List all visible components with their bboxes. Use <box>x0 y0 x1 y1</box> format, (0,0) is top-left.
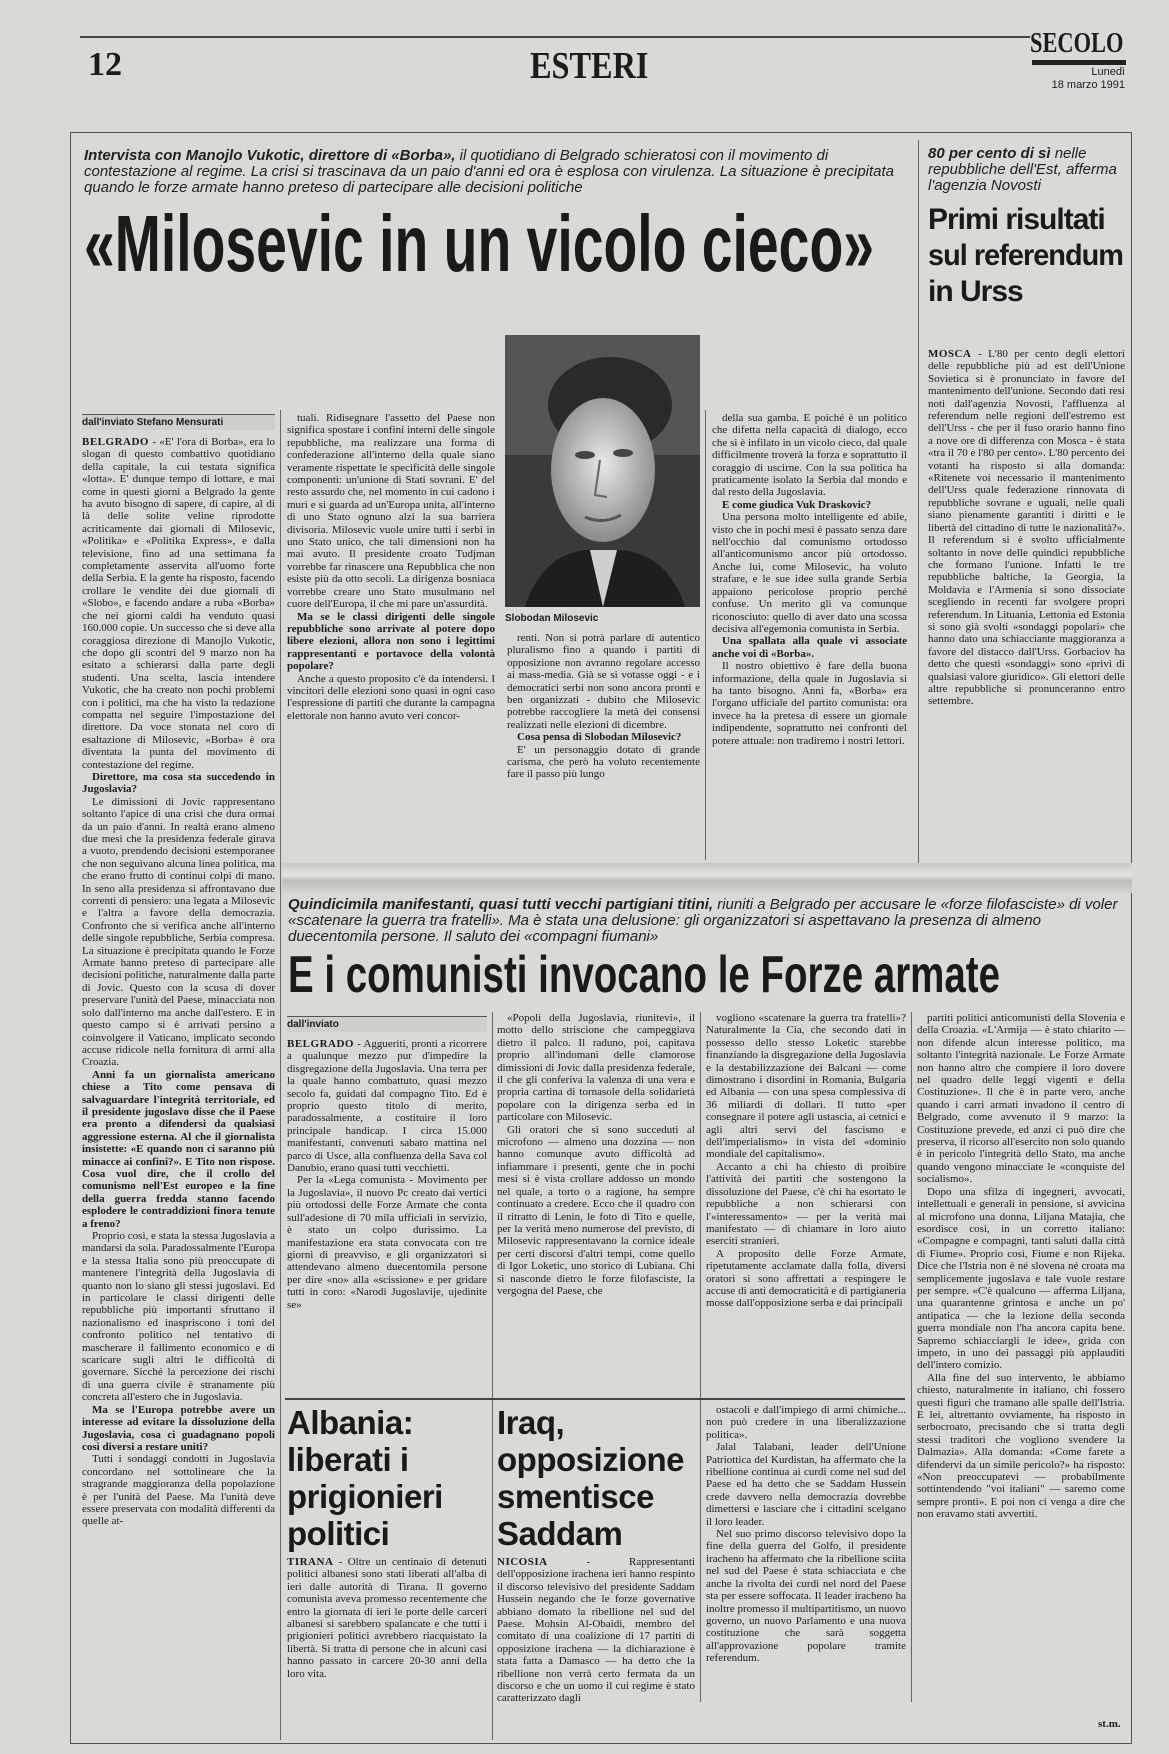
article1-headline: «Milosevic in un vicolo cieco» <box>84 199 874 288</box>
sidebar-deck <box>928 146 1125 194</box>
deck-text: riuniti a Belgrado per accusare le «forze filofasciste» di voler «scatenare la guerra tra fratelli». Ma è stata una delusione: gli organizzatori si aspettavano la presenza di almeno duecentomila persone. Il saluto dei «compagni fiumani» <box>288 896 1118 945</box>
issue-date <box>1052 66 1125 92</box>
headline-line <box>497 1404 702 1441</box>
paragraph-text: Cosa pensa di Slobodan Milosevic? <box>517 731 682 744</box>
column-divider <box>280 410 281 1740</box>
article2-header <box>288 897 1126 1003</box>
milosevic-photo <box>505 335 700 607</box>
question-paragraph <box>287 611 495 673</box>
paragraph <box>287 1174 487 1310</box>
paragraph <box>497 1124 695 1298</box>
article1-column-3 <box>507 632 700 858</box>
paragraph <box>706 1012 906 1161</box>
albania-body <box>287 1556 487 1716</box>
box-rule <box>285 1398 905 1400</box>
paragraph-text: renti. Non si potrà parlare di autentico pluralismo fino a quando i partiti di opposizione non avranno regolare accesso ai mass-media. Già se si votasse oggi - e i democratici serbi non sono ancora pronti e ben organizzati - dubito che Milosevic potrebbe raccogliere la metà dei consensi realizzati nelle elezioni di dicembre. <box>507 632 700 731</box>
sidebar-dateline: MOSCA <box>928 348 972 360</box>
iraq-text: - Rappresentanti dell'opposizione irachena ieri hanno respinto il discorso televisivo del presidente Saddam Hussein negando che le forze governative abbiano domato la ribellione nel sud del Paese. Mohsin Al-Obaidi, membro del comitato di una coalizione di 17 partiti di opposizione irachena — la dichiarazione è stata fatta a Damasco — ha detto che la ribellione non verrà certo fermata da un discorso e che un uomo il cui regime è stato caratterizzato dagli <box>497 1556 695 1705</box>
iraq-dateline: NICOSIA <box>497 1556 548 1568</box>
question-paragraph <box>82 1069 275 1230</box>
column-divider <box>705 410 706 860</box>
paragraph <box>706 1528 906 1664</box>
paragraph <box>497 1012 695 1124</box>
deck-lead: Intervista con Manojlo Vukotic, direttore di «Borba», <box>84 147 456 164</box>
paragraph <box>712 660 907 747</box>
headline-text: Saddam <box>497 1515 623 1552</box>
paragraph-text: E come giudica Vuk Draskovic? <box>722 498 872 511</box>
paragraph-text: - «E' l'ora di Borba», era lo slogan di questo combattivo quotidiano della capitale, la cui testata significa «lotta». E' dunque tempo di lottare, e mai come in questi giorni a Belgrado la gente ha avuto bisogno di sapere, di capire, al di là delle solite veline riprodotte acriticamente dai giornali di Milosevic, «Politika» e «Politika Express», e dalla televisione, fino ad una settimana fa completamente asservita all'uomo forte della Serbia. E la gente ha risposto, facendo crollare le vendite dei due giornali di «Slobo», e facendo andare a ruba «Borba» che nei giorni caldi ha venduto quasi 160.000 copie. Un successo che si deve alla coraggiosa direzione di Manojlo Vukotic, che dopo gli scontri del 9 marzo non ha esitato a schierarsi dalla parte degli studenti. Una scelta, lascia intendere Vukotic, che ha creato non pochi problemi con i politici, ma che ha visto la redazione compatta nel seguire l'impostazione del direttore. Da voce stonata nel coro di esaltazione di Milosevic, «Borba» è ora diventata la punta del movimento di contestazione del regime. <box>82 436 275 771</box>
article1-header <box>84 148 916 286</box>
paragraph-text: Anche a questo proposito c'è da intendersi. I vincitori delle elezioni sono quasi in ogni caso l'espressione di partiti che durante la campagna elettorale non hanno avuto veri concor- <box>287 672 495 722</box>
question-paragraph <box>712 635 907 660</box>
article2-column-4 <box>917 1012 1125 1712</box>
paragraph-text: Anni fa un giornalista americano chiese a Tito come pensava di salvaguardare l'integrità territoriale, ed il presidente jugoslavo disse che il Paese era pronto a difendersi da qualsiasi aggressione esterna. Al che il giornalista insistette: «E quando non ci saranno più minacce ai confini?». E Tito non rispose. Cosa vuol dire, che il crollo del comunismo nell'Est europeo e la fine della guerra fredda stanno facendo esplodere le contraddizioni finora tenute a freno? <box>82 1068 275 1230</box>
headline-line <box>928 202 1125 238</box>
paragraph <box>82 1453 275 1527</box>
article1-column-4 <box>712 412 907 858</box>
headline-line <box>497 1478 702 1515</box>
photo-caption: Slobodan Milosevic <box>505 613 599 624</box>
headline-line <box>497 1441 702 1478</box>
albania-text: - Oltre un centinaio di detenuti politici albanesi sono stati liberati all'alba di ieri dalle autorità di Tirana. Il governo comunista aveva promesso recentemente che entro la giornata di ieri le porte delle carceri albanesi si sarebbero spalancate e che tutti i prigionieri politici avrebbero riacquistato la libertà. Si tratta di persone che in alcuni casi hanno passato in carcere 20-30 anni della loro vita. <box>287 1556 487 1680</box>
issue-day: Lunedì <box>1091 66 1125 78</box>
paragraph-text: partiti politici anticomunisti della Slovenia e della Croazia. «L'Armija — è stato chiarito — non difende alcun interesse politico, ma soltanto l'integrità nazionale. Le Forze Armate non hanno altro che compiere il loro dovere nel quadro delle leggi vigenti e della Costituzione». Il che è in parte vero, anche quando i carri armati invadono il centro di Belgrado, come avvenuto il 9 marzo: la Costituzione prevede, ed anzi ci può dire che preserva, il ricorso all'esercito non solo quando è in pericolo l'integrità dello Stato, ma anche quando vengono minacciate le «conquiste del socialismo». <box>917 1012 1125 1186</box>
paragraph-text: Per la «Lega comunista - Movimento per la Jugoslavia», il nuovo Pc creato dai vertici più ortodossi delle Forze Armate che conta sull'adesione di 70 mila ufficiali in servizio, è stato un colpo durissimo. La manifestazione era stata convocata con tre giorni di preavviso, e gli organizzatori si attendevano almeno duecentomila persone per dire «no» alla «scissione» e per gridare tutti in coro: «Narodi Jugoslavije, ujedinite se» <box>287 1174 487 1311</box>
headline-text: liberati i <box>287 1441 409 1478</box>
article2-headline: E i comunisti invocano le Forze armate <box>288 946 1000 1004</box>
headline-line <box>287 1515 492 1552</box>
iraq-body <box>497 1556 695 1716</box>
paragraph <box>706 1161 906 1248</box>
paragraph-text: Alla fine del suo intervento, le abbiamo chiesto, naturalmente in italiano, chi fossero questi figuri che tramano alle spalle dell'Istria. E lei, altrettanto ovviamente, ha risposto in serbocroato, precisando che si tratta degli stessi traditori che vogliono svendere la Dalmazia». Alla domanda: «Come farete a difendervi da un simile pericolo?» ha risposto: «Non preoccupatevi — probabilmente sottintendendo "voi italiani" — saremo come sempre pronti». E poi non ci venga a dire che non eravamo stati avvertiti. <box>917 1371 1125 1521</box>
paragraph-text: ostacoli e dall'impiego di armi chimiche... non può credere in una liberalizzazione politica». <box>706 1404 906 1441</box>
paragraph-text: Una persona molto intelligente ed abile, visto che in pochi mesi è passato senza dare nell'occhio dal comunismo ortodosso all'anticomunismo ancor più ortodosso. Anche lui, come Milosevic, ha voluto strafare, e le sue idee sulla grande Serbia appaiono pericolose proprio perché confuse. Un merito gli va comunque riconosciuto: quello di aver dato una scossa decisiva all'egemonia comunista in Serbia. <box>712 511 907 635</box>
question-paragraph <box>712 499 907 511</box>
article1-column-1 <box>82 436 275 1740</box>
section-title: ESTERI <box>530 45 649 87</box>
article2-column-3 <box>706 1012 906 1394</box>
masthead-bar <box>1032 60 1126 65</box>
paragraph-text: Il nostro obiettivo è fare della buona informazione, della quale in Jugoslavia si ha tanto bisogno. Anni fa, «Borba» era l'organo ufficiale del partito comunista: ora invece ha la pretesa di essere un giornale indipendente, soprattutto nei confronti del potere attuale: non tradiremo i nostri lettori. <box>712 660 907 747</box>
headline-text: smentisce <box>497 1478 654 1515</box>
masthead-logo: SECOLO <box>1030 28 1124 59</box>
iraq-continuation <box>706 1404 906 1700</box>
issue-date-text: 18 marzo 1991 <box>1051 79 1125 91</box>
separator-band <box>282 863 1132 893</box>
article2-byline: dall'inviato <box>287 1016 487 1032</box>
dateline: BELGRADO <box>287 1038 354 1050</box>
sidebar-body <box>928 348 1125 858</box>
article1-headline-wrap <box>84 199 874 288</box>
paragraph <box>712 511 907 635</box>
paragraph-text: vogliono «scatenare la guerra tra fratelli»? Naturalmente la Cia, che secondo dati in possesso dello stesso Loketic starebbe finanziando la disgregazione della Jugoslavia e la destabilizzazione dei Balcani — come dimostrano i disordini in Romania, Bulgaria ed Albania — con una spesa complessiva di 36 miliardi di dollari. Il tutto «per consegnare il potere agli ustascia, ai cetnici e agli altri servi del fascismo e dell'imperialismo» in vista del «dominio mondiale del capitalismo». <box>706 1012 906 1161</box>
paragraph-text: Accanto a chi ha chiesto di proibire l'attività dei partiti che sostengono la dissoluzione del Paese, c'è chi ha esortato le repubbliche a non schierarsi con l'«interessamento» — per la verità mai manifestato — di chiamare in loro aiuto eserciti stranieri. <box>706 1160 906 1248</box>
article1-deck <box>84 148 916 196</box>
page-number: 12 <box>88 46 122 83</box>
question-paragraph <box>82 1404 275 1454</box>
paragraph <box>507 744 700 781</box>
article1-byline: dall'inviato Stefano Mensurati <box>82 414 275 430</box>
paragraph <box>917 1186 1125 1372</box>
paragraph-text: - Aggueriti, pronti a ricorrere a qualunque mezzo pur d'impedire la disgregazione della Jugoslavia. Una terra per la quale hanno combattuto, quasi mezzo secolo fa, guidati dal compagno Tito. Ed è proprio questo titolo di merito, paradossalmente, a costituire il loro principale handicap. I circa 15.000 manifestanti, convenuti sabato mattina nel parco di Usce, alla confluenza della Sava col Danubio, erano quasi tutti vecchietti. <box>287 1038 487 1175</box>
paragraph <box>287 673 495 723</box>
sidebar-deck-lead: 80 per cento di sì <box>928 145 1051 162</box>
iraq-headline <box>497 1404 702 1552</box>
headline-text: prigionieri <box>287 1478 443 1515</box>
paragraph <box>287 412 495 611</box>
paragraph-text: Proprio così, e stata la stessa Jugoslavia a mandarsi da sola. Paradossalmente l'Europa e la stessa Italia sono più preoccupate di mantenere l'integrità della Jugoslavia di quanto non lo siano gli stessi jugoslavi. Ed in particolare le classi dirigenti delle repubbliche più importanti sfruttano il nazionalismo ed inaspriscono i toni del confronto politico nel tentativo di mascherare il fallimento economico e di scaricare sugli altri le difficoltà di governare. Sicché la percezione dei rischi di una guerra civile è stranamente più concreta all'estero che in Jugoslavia. <box>82 1230 275 1404</box>
author-signature: st.m. <box>1098 1718 1121 1730</box>
question-paragraph <box>82 771 275 796</box>
deck-text: il quotidiano di Belgrado schieratosi con il movimento di contestazione al regime. La crisi si trascinava da un paio d'anni ed ora è esplosa con virulenza. La situazione è precipitata quando le forze armate hanno preteso di partecipare alle decisioni politiche <box>84 147 895 196</box>
headline-text: Albania: <box>287 1404 414 1441</box>
column-divider <box>918 140 919 870</box>
article2-headline-wrap <box>288 947 1000 1003</box>
headline-text: Primi risultati <box>928 203 1105 236</box>
paragraph <box>712 412 907 499</box>
article1-column-2 <box>287 412 495 858</box>
paragraph <box>287 1038 487 1174</box>
paragraph-text: Una spallata alla quale vi associate anche voi di «Borba». <box>712 635 907 660</box>
paragraph <box>706 1441 906 1528</box>
paragraph-text: Ma se le classi dirigenti delle singole repubbliche sono arrivate al potere dopo libere elezioni, allora non sono i legittimi rappresentanti e portavoce della volontà popolare? <box>287 610 495 673</box>
paragraph-text: Le dimissioni di Jovic rappresentano soltanto l'apice di una crisi che dura ormai da un paio d'anni. In realtà erano almeno due mesi che la presidenza federale girava a vuoto, prendendo decisioni estemporanee che non seguivano alcuna linea politica, ma che erano frutto di continui colpi di mano. In seno alla presidenza si affrontavano due correnti di pensiero: una legata a Milosevic e l'altra a favore della democrazia. Confronto che si verifica anche all'interno delle singole repubbliche, Serbia compresa. La situazione è precipitata quando le Forze Armate hanno preteso di partecipare alle decisioni politiche, naturalmente dalla parte di Jovic. Questo con la scusa di dover preservare l'unità del Paese, minacciata non solo dall'interno ma anche dall'estero. E in questo campo si è arrivati persino a coinvolgere il Vaticano, implicato secondo accuse ridicole nella fornitura di armi alla Croazia. <box>82 795 275 1069</box>
paragraph-text: E' un personaggio dotato di grande carisma, che però ha voluto recentemente fare il passo più lungo <box>507 743 700 781</box>
paragraph <box>917 1012 1125 1186</box>
column-divider <box>700 1012 701 1702</box>
paragraph-text: Jalal Talabani, leader dell'Unione Patriottica del Kurdistan, ha affermato che la ribellione continua ai curdi come nel sud del Paese ed ha detto che se Saddam Hussein crede davvero nella democrazia dovrebbe dimettersi e lasciare che i cittadini scelgano il loro leader. <box>706 1441 906 1528</box>
headline-line <box>287 1441 492 1478</box>
headline-text: Iraq, <box>497 1404 565 1441</box>
headline-text: opposizione <box>497 1441 684 1478</box>
paragraph-text: della sua gamba. E poiché è un politico che difetta nella capacità di dialogo, ecco che si è infilato in un vicolo cieco, dal quale difficilmente troverà la forza e soprattutto il coraggio di uscirne. Con la sua politica ha praticamente isolato la Serbia dal mondo e dal resto della Jugoslavia. <box>712 412 907 499</box>
header-rule <box>80 36 1030 38</box>
sidebar-header <box>928 146 1125 310</box>
paragraph <box>917 1372 1125 1521</box>
sidebar-deck-text: nelle repubbliche dell'Est, afferma l'agenzia Novosti <box>928 145 1117 194</box>
headline-line <box>928 274 1125 310</box>
albania-dateline: TIRANA <box>287 1556 334 1568</box>
headline-line <box>928 238 1125 274</box>
sidebar-text: - L'80 per cento degli elettori delle repubbliche più ad est dell'Unione Sovietica si è pronunciato in favore del mantenimento dell'unione. Secondo dati resi noti dall'agenzia Novosti, l'affluenza al referendum nelle regioni dell'estremo est dell'Urss - che per il fuso orario hanno fino a nove ore di differenza con Mosca - è stata «tra il 70 e l'80 per cento». L'80 percento dei votanti ha risposto sì alla domanda: «Ritenete voi necessario il mantenimento dell'Urss quale federazione rinnovata di repubbliche sovrane e uguali, nelle quali siano pienamente garantiti i diritti e le libertà del cittadino di tutte le nazionalità?». Il referendum si è svolto ufficialmente soltanto in nove delle quindici repubbliche che formano l'unione. Infatti le tre repubbliche baltiche, la Georgia, la Moldavia e l'Armenia si sono dissociate scegliendo in recenti far svolgere propri referendum. In Lituania, Lettonia ed Estonia si sono già svolti «sondaggi popolari» che hanno dato una schiacciante maggioranza a favore del distacco dall'Urss. Gorbaciov ha detto che questi «sondaggi» sono «privi di qualsiasi valore giuridico». Gli elettori delle altre repubbliche si pronunceranno entro settembre. <box>928 348 1125 708</box>
paragraph-text: Nel suo primo discorso televisivo dopo la fine della guerra del Golfo, il presidente iracheno ha affermato che la ribellione sciita nel sud del Paese è stata schiacciata e che anche la rivolta dei curdi nel nord del Paese sta per essere soffocata. Il leader iracheno ha inoltre promesso il multipartitismo, un nuovo governo, un nuovo Parlamento e una nuova costituzione che sarà soggetta all'approvazione popolare tramite referendum. <box>706 1528 906 1665</box>
article2-column-2 <box>497 1012 695 1396</box>
headline-line <box>287 1478 492 1515</box>
paragraph-text: Gli oratori che si sono succeduti al microfono — almeno una dozzina — non hanno comunque avuto difficoltà ad infiammare i presenti, gente che in pochi mesi si è vista crollare addosso un mondo nel quale, a torto o a ragione, ha sempre continuato a credere. Ecco che il quadro con il ritratto di Lenin, le foto di Tito e quelle, per la verità meno numerose del previsto, di Milosevic rappresentavano la cornice ideale per certi discorsi d'altri tempi, come quello di Igor Loketic, uno storico di Lubiana. Chi si nasconde dietro le forze filofasciste, la vergogna del Paese, che <box>497 1123 695 1297</box>
headline-line <box>287 1404 492 1441</box>
sidebar-headline <box>928 202 1125 310</box>
paragraph-text: Direttore, ma cosa sta succedendo in Jugoslavia? <box>82 770 275 796</box>
paragraph <box>706 1404 906 1441</box>
article2-deck <box>288 897 1126 945</box>
paragraph <box>82 436 275 771</box>
paragraph-text: Dopo una sfilza di ingegneri, avvocati, intellettuali e generali in pensione, si avvicina al microfono una donna, Liljana Matajia, che esordisce così, in un corretto italiano: «Compagne e compagni, tanti saluti dalla città di Fiume». Proprio così, Fiume e non Rijeka. Dice che l'Istria non è né slovena né croata ma semplicemente jugoslava e tale vuole restare per sempre. «C'è qualcuno — afferma Liljana, una quarantenne grintosa e anche un po' antipatica — che la lezione della seconda guerra mondiale non l'ha ancora capita bene. Sapremo schiacciargli le idee», grida con impeto, in uno dei passaggi più applauditi dell'intero comizio. <box>917 1185 1125 1372</box>
paragraph-text: A proposito delle Forze Armate, ripetutamente acclamate dalla folla, diversi oratori si sono affrettati a respingere le accuse di anti democraticità e di partigianeria mosse dall'opposizione serba e dai principali <box>706 1247 906 1310</box>
article2-column-1 <box>287 1038 487 1394</box>
paragraph <box>507 632 700 731</box>
albania-headline <box>287 1404 492 1552</box>
headline-text: sul referendum <box>928 239 1123 272</box>
dateline: BELGRADO <box>82 436 149 448</box>
headline-line <box>497 1515 702 1552</box>
column-divider <box>911 1012 912 1702</box>
column-divider <box>492 1012 493 1740</box>
paragraph <box>82 796 275 1069</box>
paragraph <box>82 1230 275 1404</box>
paragraph-text: «Popoli della Jugoslavia, riunitevi», il motto dello striscione che campeggiava dietro il palco. Il raduno, poi, capitava proprio all'indomani delle clamorose dimissioni di Jovic dalla presidenza federale, il che gli conferiva la valenza di una vera e propria cartina di tornasole della solidarietà popolare con la dirigenza serba ed in particolare con Milosevic. <box>497 1012 695 1124</box>
deck-lead: Quindicimila manifestanti, quasi tutti vecchi partigiani titini, <box>288 896 714 913</box>
headline-text: in Urss <box>928 275 1023 308</box>
paragraph-text: Tutti i sondaggi condotti in Jugoslavia concordano nel sottolineare che la stragrande maggioranza della popolazione è per l'unità del Paese. Ma l'unità deve essere preservata con modalità differenti da quelle at- <box>82 1453 275 1528</box>
paragraph-text: tuali. Ridisegnare l'assetto del Paese non significa spostare i confini interni delle singole repubbliche, ma realizzare una forma di confederazione all'interno della quale siano veramente rispettate le specificità delle singole componenti: un'unione di Stati sovrani. E' del resto assurdo che, nel momento in cui cadono i muri e si guarda ad un'Europa unita, all'interno di uno Stato ognuno alzi la sua barriera divisoria. Milosevic vuole unire tutti i serbi in uno Stato unico, che tali dimensioni non ha mai avuto. Il presidente croato Tudjman vorrebbe far rinascere una Repubblica che non esiste più da otto secoli. La dirigenza bosniaca vorrebbe creare uno Stato musulmano nel cuore dell'Europa, il che mi pare un'assurdità. <box>287 412 495 611</box>
paragraph-text: Ma se l'Europa potrebbe avere un interesse ad evitare la dissoluzione della Jugoslavia, cosa ci guadagnano popoli così diversi a restare uniti? <box>82 1403 275 1453</box>
paragraph <box>706 1248 906 1310</box>
headline-text: politici <box>287 1515 390 1552</box>
question-paragraph <box>507 731 700 743</box>
